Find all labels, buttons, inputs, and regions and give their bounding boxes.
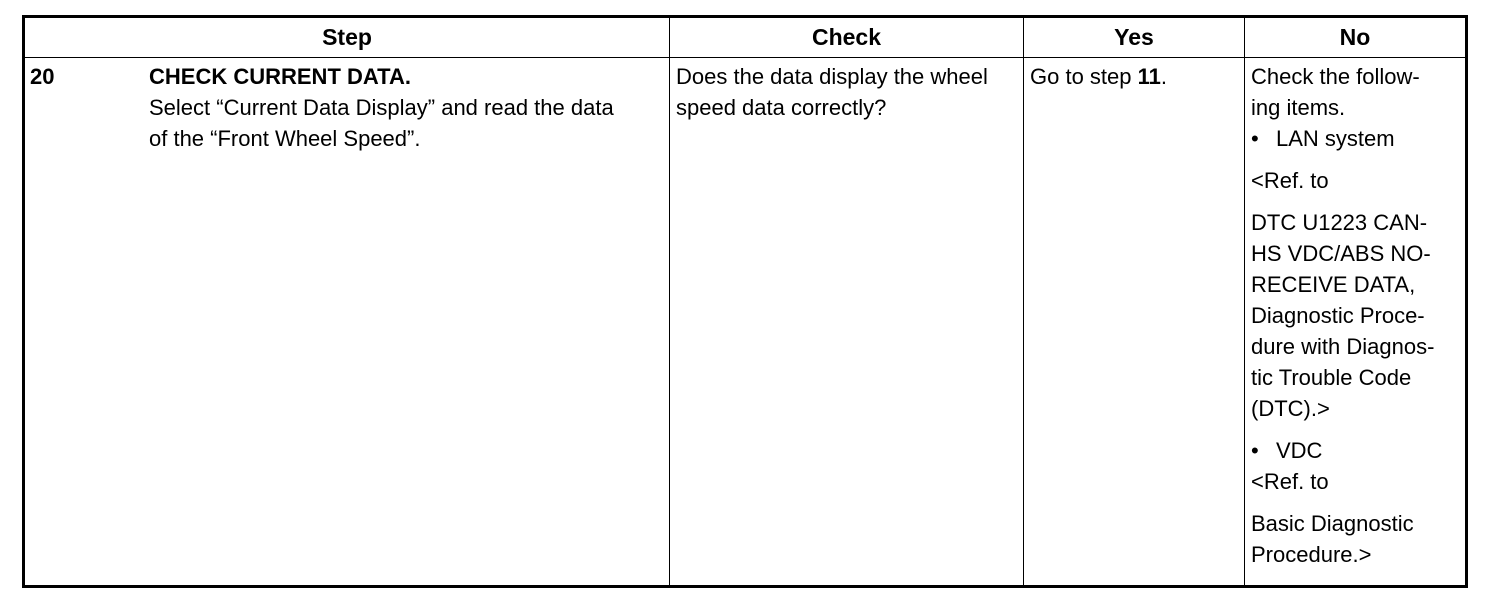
step-instruction-line-2: of the “Front Wheel Speed”. — [149, 126, 421, 151]
header-check: Check — [670, 17, 1024, 58]
check-line-1: Does the data display the wheel — [676, 64, 988, 89]
item-vdc-label: VDC — [1276, 438, 1323, 463]
ref1-line: DTC U1223 CAN- — [1251, 210, 1428, 235]
ref1-line: Diagnostic Proce- — [1251, 303, 1425, 328]
yes-prefix: Go to step — [1030, 64, 1138, 89]
table-row — [24, 58, 1467, 587]
ref1-intro: <Ref. to — [1251, 168, 1329, 193]
header-yes: Yes — [1024, 17, 1245, 58]
step-number: 20 — [30, 64, 55, 89]
ref2-block — [1251, 508, 1459, 570]
ref1-line: tic Trouble Code — [1251, 365, 1412, 390]
bullet-icon: • — [1251, 438, 1259, 463]
ref1-block — [1251, 207, 1459, 424]
header-row — [24, 17, 1467, 58]
bullet-item-lan — [1251, 123, 1459, 154]
yes-cell — [1024, 58, 1245, 587]
step-cell — [24, 58, 670, 587]
check-cell — [670, 58, 1024, 587]
step-title: CHECK CURRENT DATA. — [149, 64, 411, 89]
yes-action — [1030, 61, 1240, 92]
header-step: Step — [24, 17, 670, 58]
check-line-2: speed data correctly? — [676, 95, 887, 120]
no-intro-line-1: Check the follow- — [1251, 64, 1420, 89]
bullet-icon: • — [1251, 126, 1259, 151]
ref1-line: dure with Diagnos- — [1251, 334, 1435, 359]
ref1-line: RECEIVE DATA, — [1251, 272, 1416, 297]
yes-step-number: 11 — [1137, 64, 1161, 89]
ref2-line: Basic Diagnostic — [1251, 511, 1414, 536]
yes-suffix: . — [1160, 64, 1168, 89]
item-lan-label: LAN system — [1276, 126, 1395, 151]
ref2-intro: <Ref. to — [1251, 469, 1329, 494]
no-cell — [1245, 58, 1467, 587]
ref1-line: HS VDC/ABS NO- — [1251, 241, 1431, 266]
diagnostic-step-table — [22, 15, 1468, 588]
bullet-item-vdc — [1251, 435, 1459, 466]
header-no: No — [1245, 17, 1467, 58]
step-instruction-line-1: Select “Current Data Display” and read the data — [149, 95, 614, 120]
ref1-line: (DTC).> — [1251, 396, 1330, 421]
no-intro-line-2: ing items. — [1251, 95, 1346, 120]
ref2-line: Procedure.> — [1251, 542, 1372, 567]
